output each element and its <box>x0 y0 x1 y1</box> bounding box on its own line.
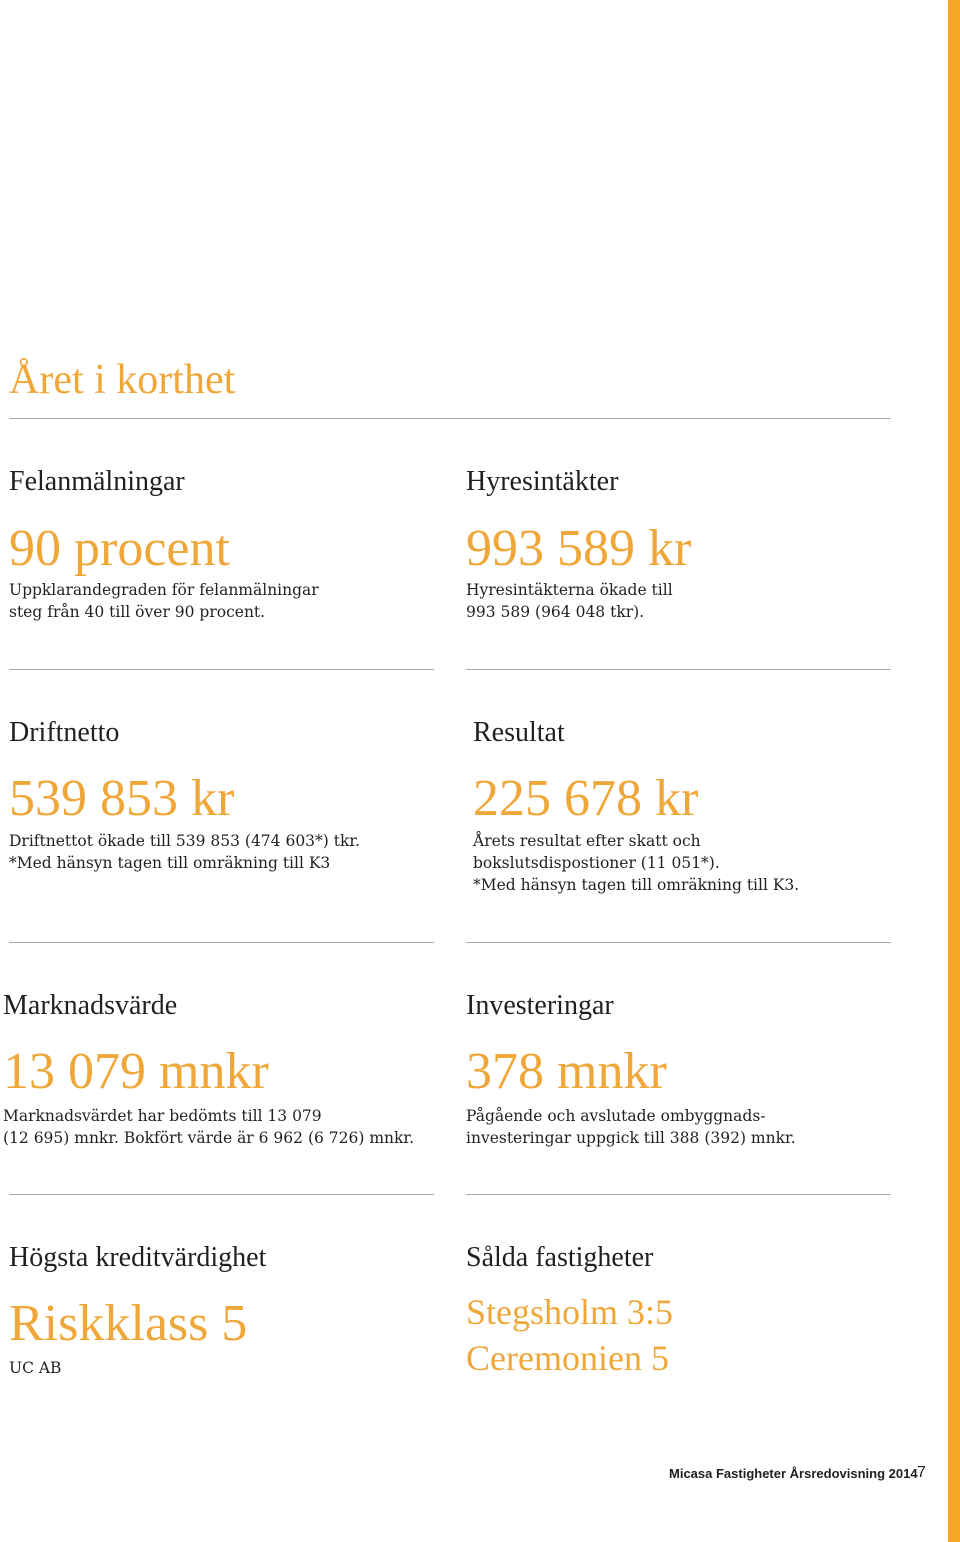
section-divider <box>466 1194 891 1195</box>
block-value: 993 589 kr <box>466 520 692 577</box>
block-value: 13 079 mnkr <box>3 1043 269 1100</box>
block-description: Hyresintäkterna ökade till 993 589 (964 048 tkr). <box>466 581 673 621</box>
block-description: Årets resultat efter skatt och bokslutsdispostioner (11 051*). *Med hänsyn tagen till omräkning till K3. <box>473 832 800 894</box>
block-kreditvardighet <box>9 1241 439 1391</box>
block-label: Sålda fastigheter <box>466 1242 654 1273</box>
title-divider <box>9 418 891 419</box>
section-divider <box>466 942 891 943</box>
block-felanmalningar <box>9 465 439 645</box>
block-description: Pågående och avslutade ombyggnads- investeringar uppgick till 388 (392) mnkr. <box>466 1107 796 1147</box>
block-label: Högsta kreditvärdighet <box>9 1242 267 1273</box>
block-value: 90 procent <box>9 520 230 577</box>
block-description: Marknadsvärdet har bedömts till 13 079 (12 695) mnkr. Bokfört värde är 6 962 (6 726) mnkr. <box>3 1107 415 1147</box>
block-label: Driftnetto <box>9 717 120 748</box>
block-description: UC AB <box>9 1359 62 1377</box>
block-value: 225 678 kr <box>473 770 699 827</box>
block-label: Investeringar <box>466 990 614 1021</box>
footer-publication-title: Micasa Fastigheter Årsredovisning 2014 <box>669 1466 918 1481</box>
block-label: Hyresintäkter <box>466 466 619 497</box>
block-label: Marknadsvärde <box>3 990 178 1021</box>
block-hyresintakter <box>466 465 896 645</box>
block-value-property-2: Ceremonien 5 <box>466 1338 669 1378</box>
block-salda-fastigheter <box>466 1241 896 1391</box>
section-divider <box>9 1194 434 1195</box>
block-value: 539 853 kr <box>9 770 235 827</box>
block-value: 378 mnkr <box>466 1043 667 1100</box>
block-marknadsvarde <box>3 989 448 1169</box>
page-number: 7 <box>917 1464 926 1481</box>
block-investeringar <box>466 989 906 1169</box>
block-label: Resultat <box>473 717 565 748</box>
section-divider <box>466 669 891 670</box>
block-description: Driftnettot ökade till 539 853 (474 603*) tkr. *Med hänsyn tagen till omräkning till K3 <box>9 832 361 872</box>
section-divider <box>9 669 434 670</box>
block-label: Felanmälningar <box>9 466 185 497</box>
block-driftnetto <box>9 716 439 896</box>
section-divider <box>9 942 434 943</box>
page-title: Året i korthet <box>9 357 236 403</box>
block-value-property-1: Stegsholm 3:5 <box>466 1292 674 1332</box>
block-value: Riskklass 5 <box>9 1295 248 1352</box>
block-resultat <box>473 716 903 906</box>
page-edge-accent-bar <box>948 0 960 1542</box>
block-description: Uppklarandegraden för felanmälningar steg från 40 till över 90 procent. <box>9 581 319 621</box>
